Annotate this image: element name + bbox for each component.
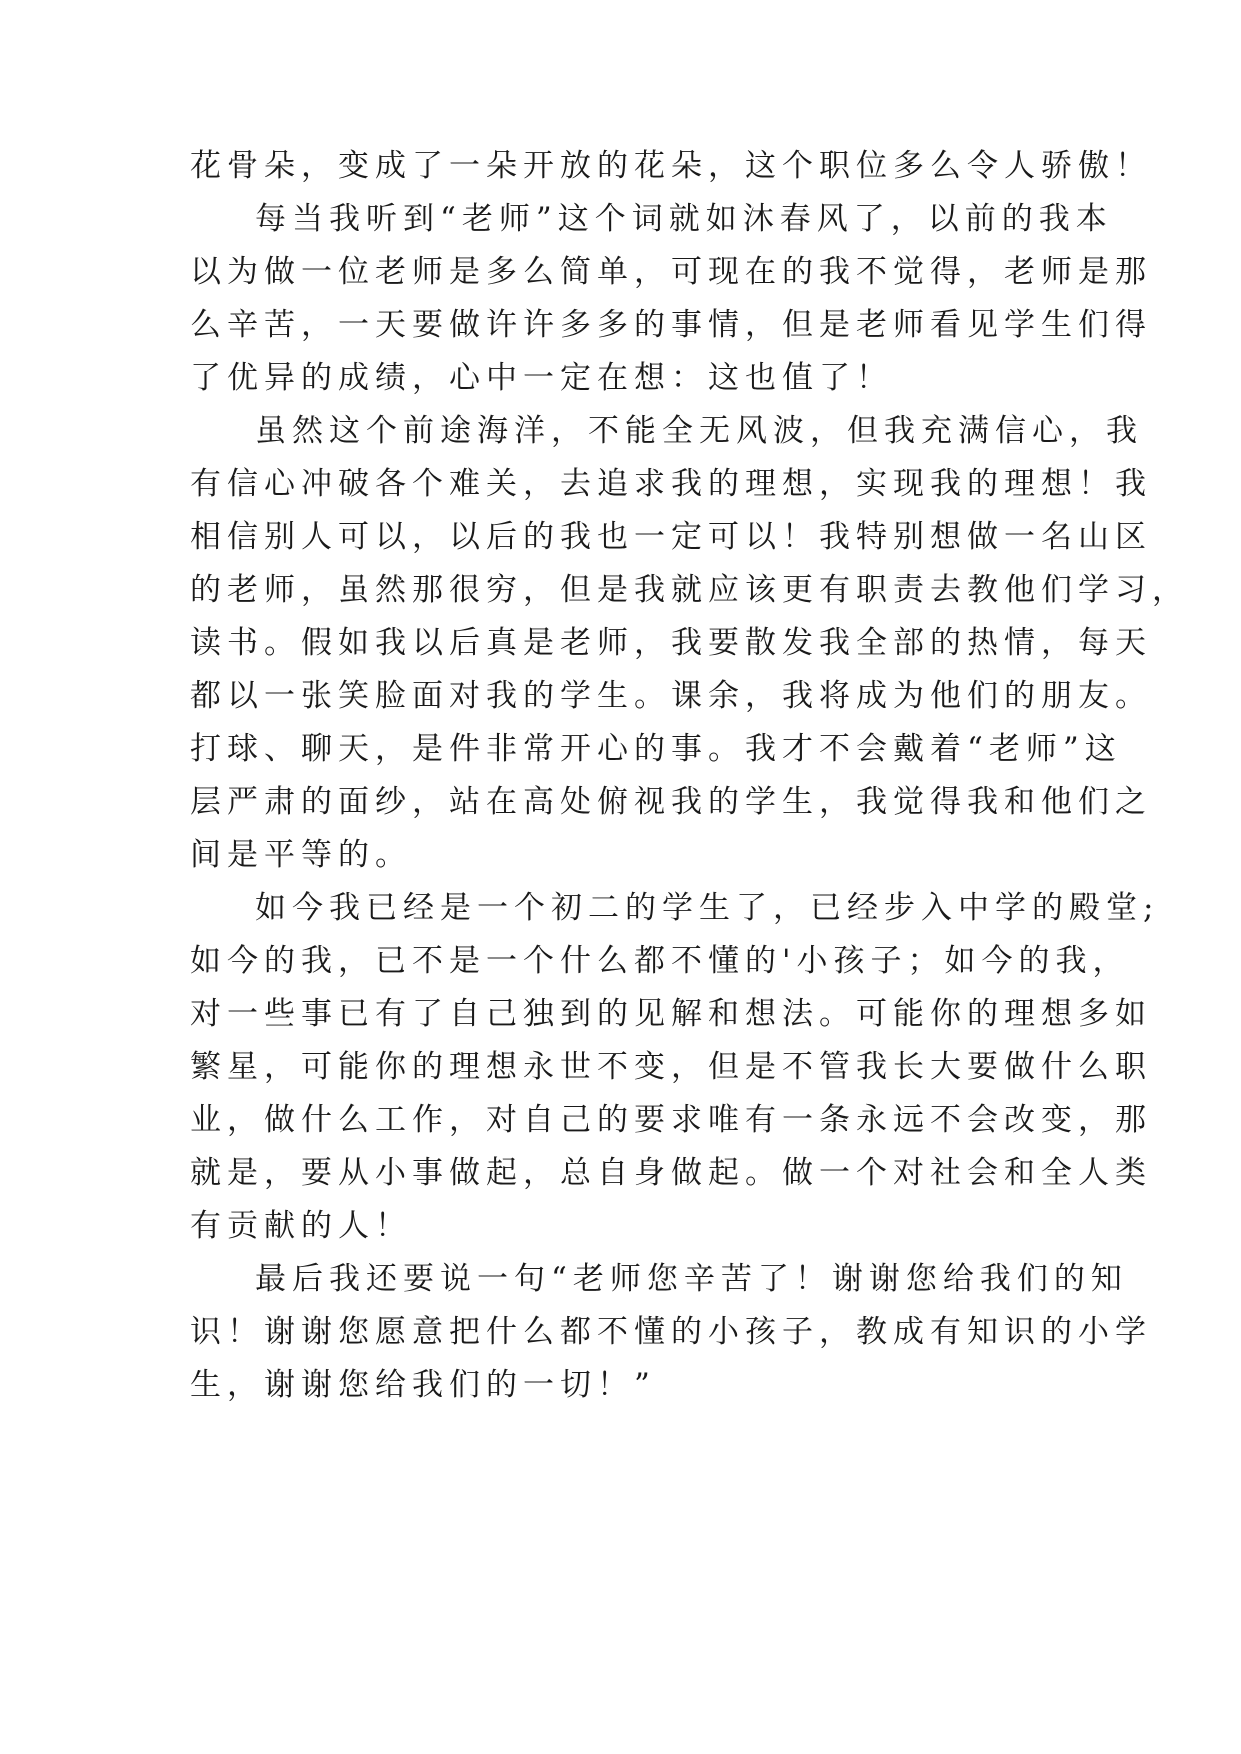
text-line: 花骨朵，变成了一朵开放的花朵，这个职位多么令人骄傲！ xyxy=(190,148,1152,184)
text-line: 有贡献的人！ xyxy=(190,1208,412,1244)
text-line: 识！谢谢您愿意把什么都不懂的小孩子，教成有知识的小学 xyxy=(190,1314,1152,1350)
text-line: 打球、聊天，是件非常开心的事。我才不会戴着“老师”这 xyxy=(190,731,1122,767)
text-line: 如今我已经是一个初二的学生了，已经步入中学的殿堂; xyxy=(255,890,1160,926)
text-line: 以为做一位老师是多么简单，可现在的我不觉得，老师是那 xyxy=(190,254,1152,290)
text-line: 间是平等的。 xyxy=(190,837,412,873)
text-line: 层严肃的面纱，站在高处俯视我的学生，我觉得我和他们之 xyxy=(190,784,1152,820)
text-line: 有信心冲破各个难关，去追求我的理想，实现我的理想！我 xyxy=(190,466,1152,502)
text-line: 么辛苦，一天要做许许多多的事情，但是老师看见学生们得 xyxy=(190,307,1152,343)
text-line: 的老师，虽然那很穷，但是我就应该更有职责去教他们学习， xyxy=(190,572,1189,608)
text-line: 都以一张笑脸面对我的学生。课余，我将成为他们的朋友。 xyxy=(190,678,1152,714)
text-line: 对一些事已有了自己独到的见解和想法。可能你的理想多如 xyxy=(190,996,1152,1032)
text-line: 了优异的成绩，心中一定在想：这也值了！ xyxy=(190,360,893,396)
text-line: 每当我听到“老师”这个词就如沐春风了，以前的我本 xyxy=(255,201,1113,237)
text-line: 最后我还要说一句“老师您辛苦了！谢谢您给我们的知 xyxy=(255,1261,1128,1297)
text-line: 生，谢谢您给我们的一切！” xyxy=(190,1367,656,1403)
text-line: 虽然这个前途海洋，不能全无风波，但我充满信心，我 xyxy=(255,413,1143,449)
text-line: 如今的我，已不是一个什么都不懂的'小孩子；如今的我， xyxy=(190,943,1130,979)
text-line: 业，做什么工作，对自己的要求唯有一条永远不会改变，那 xyxy=(190,1102,1152,1138)
text-line: 读书。假如我以后真是老师，我要散发我全部的热情，每天 xyxy=(190,625,1152,661)
text-line: 相信别人可以，以后的我也一定可以！我特别想做一名山区 xyxy=(190,519,1152,555)
text-line: 就是，要从小事做起，总自身做起。做一个对社会和全人类 xyxy=(190,1155,1152,1191)
text-line: 繁星，可能你的理想永世不变，但是不管我长大要做什么职 xyxy=(190,1049,1152,1085)
